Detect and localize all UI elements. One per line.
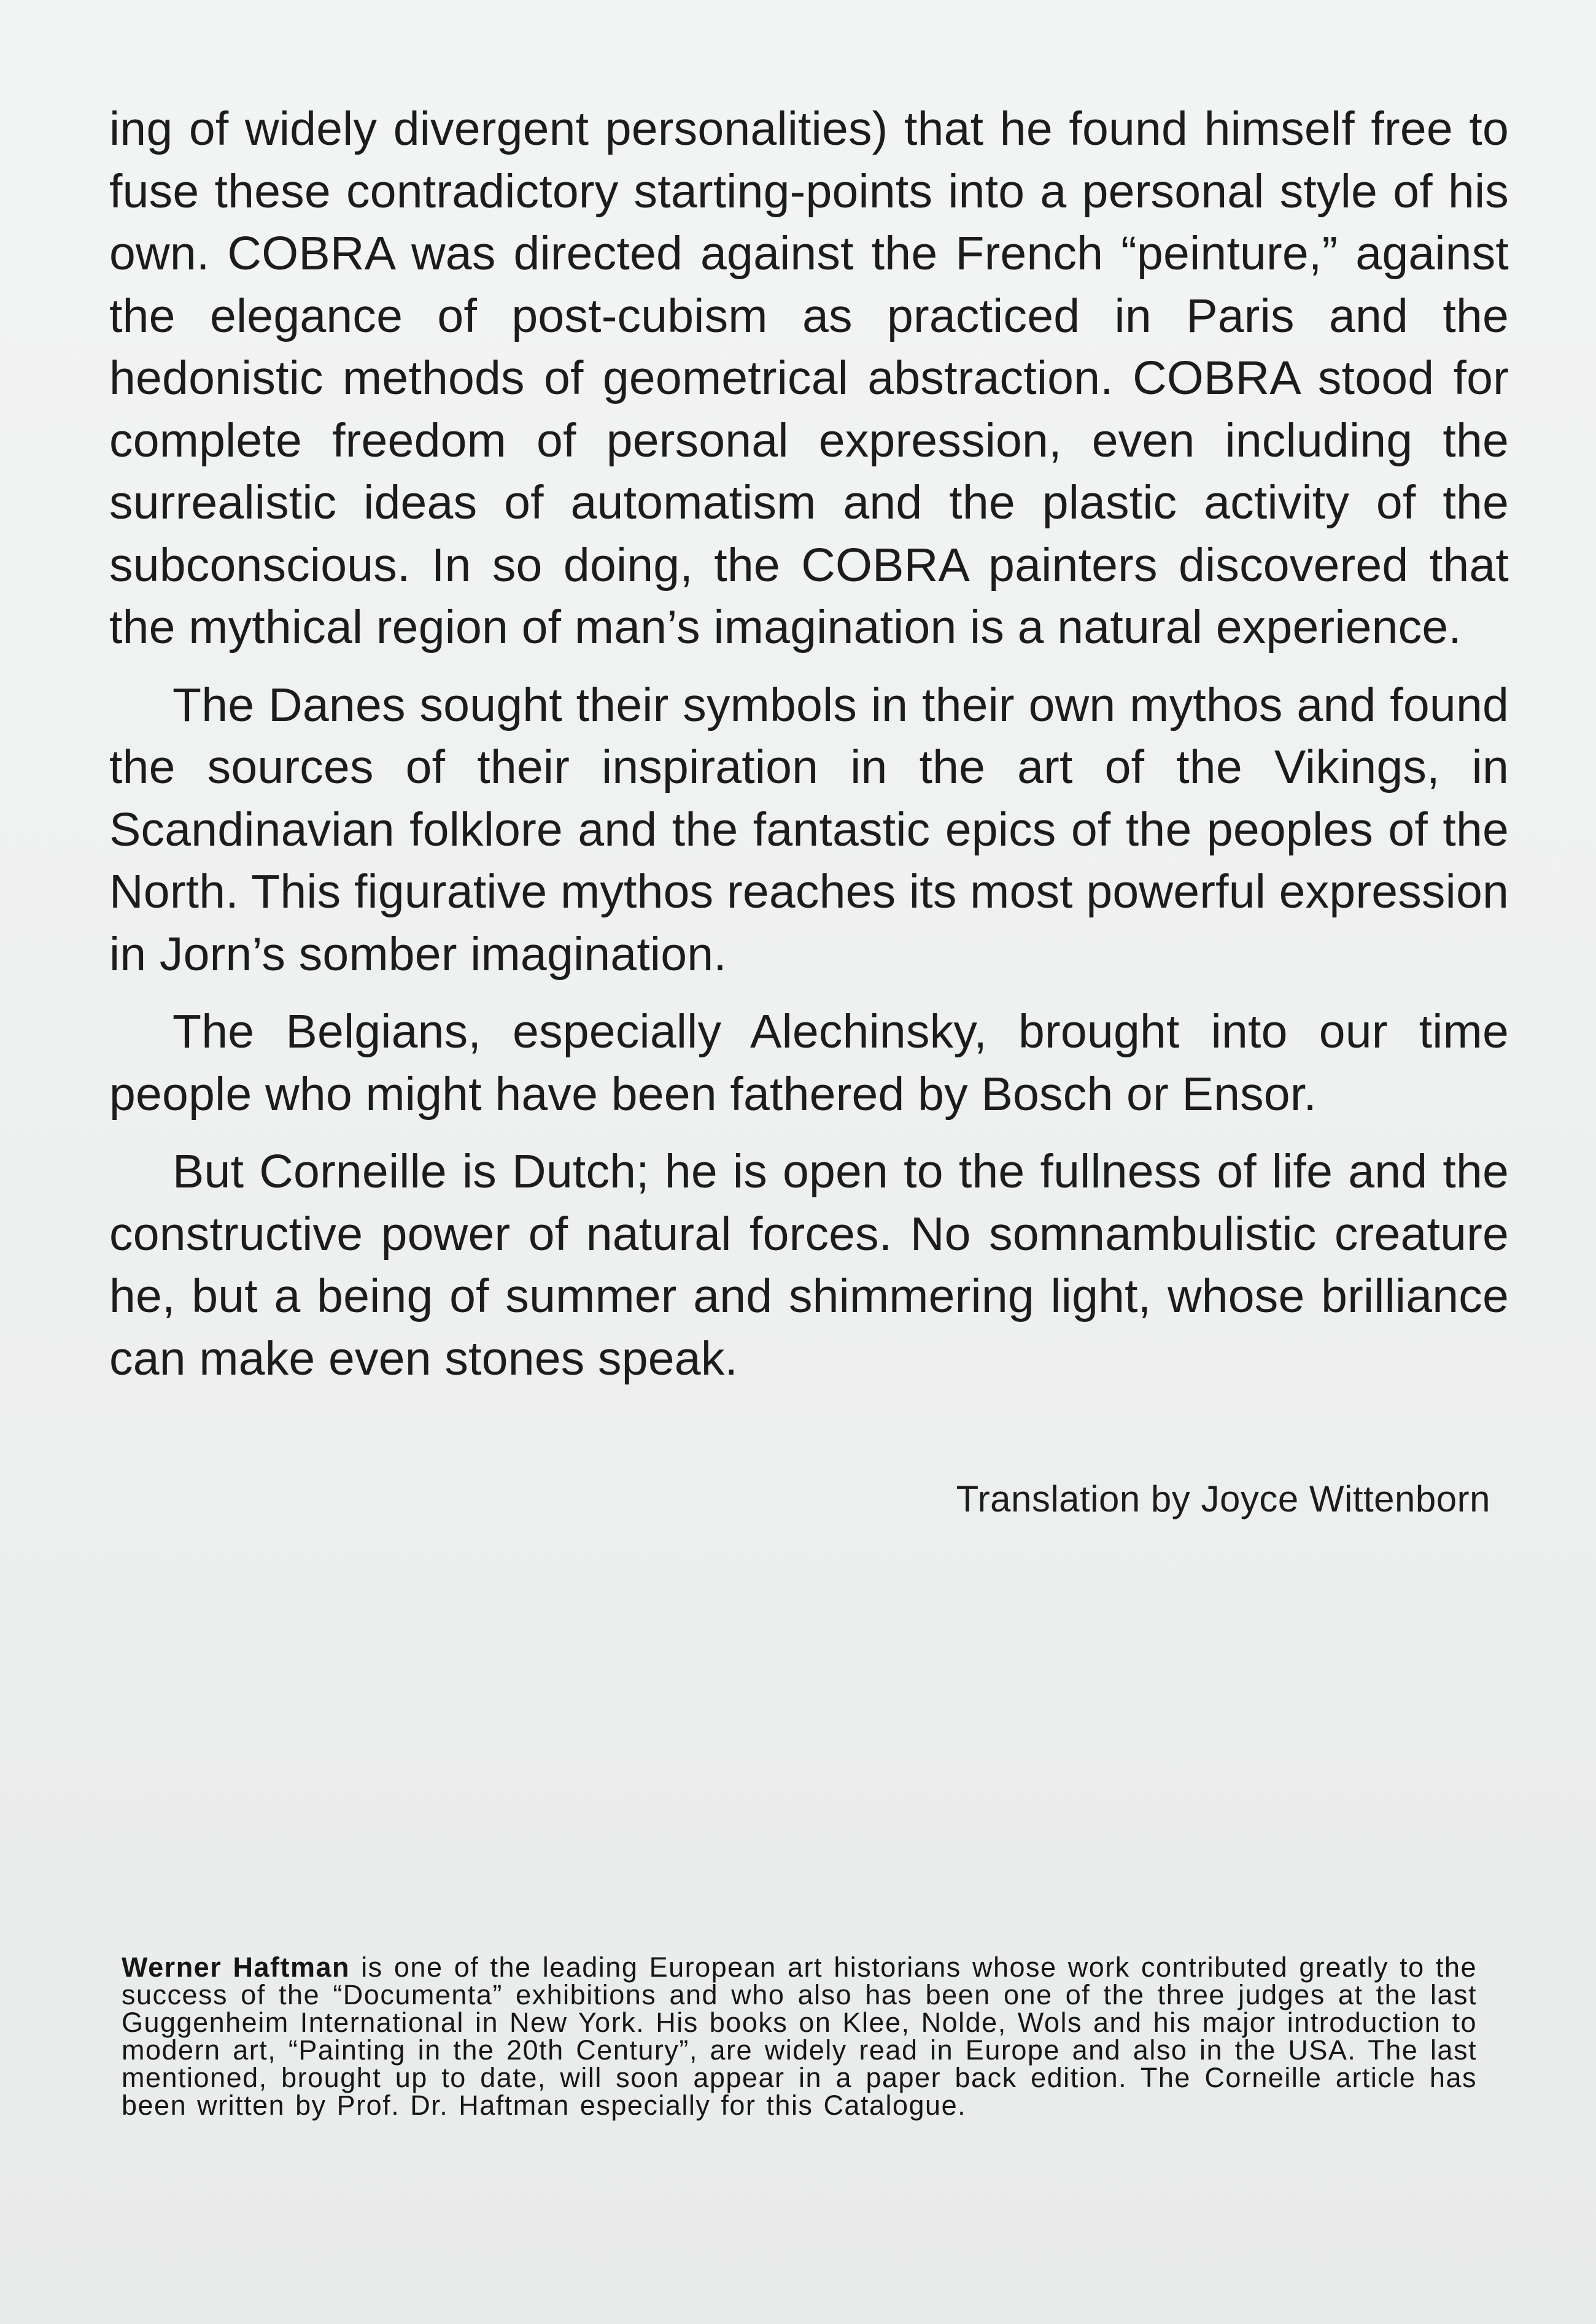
essay-text xyxy=(109,98,1509,1405)
paragraph-cobra: ing of widely divergent personalities) that he found himself free to fuse these contradictory starting-points into a personal style of his own. COBRA was directed against the French “peinture,” against the elegance of post-cubism as practiced in Paris and the hedonistic methods of geometrical abstraction. COBRA stood for complete freedom of personal expression, even including the surrealistic ideas of automatism and the plastic activity of the subconscious. In so doing, the COBRA painters discovered that the mythical region of man’s imagination is a natural experience. xyxy=(109,102,1509,654)
paragraph-danes: The Danes sought their symbols in their own mythos and found the sources of their inspiration in the art of the Vikings, in Scandinavian folklore and the fantastic epics of the peoples of the North. This figurative mythos reaches its most powerful expression in Jorn’s somber imagination. xyxy=(109,678,1509,981)
translation-credit: Translation by Joyce Wittenborn xyxy=(956,1478,1490,1519)
author-name: Werner Haftman xyxy=(122,1951,350,1983)
paragraph-belgians: The Belgians, especially Alechinsky, brought into our time people who might have been fathered by Bosch or Ensor. xyxy=(109,1005,1509,1121)
paragraph-corneille: But Corneille is Dutch; he is open to the fullness of life and the constructive power of natural forces. No somnambulistic creature he, but a being of summer and shimmering light, whose brilliance can make even stones speak. xyxy=(109,1145,1509,1385)
author-bio xyxy=(122,1953,1477,2119)
author-bio-text: is one of the leading European art historians whose work contributed greatly to the success of the “Documenta” exhibitions and who also has been one of the three judges at the last Guggenheim International in New York. His books on Klee, Nolde, Wols and his major introduction to modern art, “Painting in the 20th Century”, are widely read in Europe and also in the USA. The last mentioned, brought up to date, will soon appear in a paper back edition. The Corneille article has been written by Prof. Dr. Haftman especially for this Catalogue. xyxy=(122,1951,1477,2121)
